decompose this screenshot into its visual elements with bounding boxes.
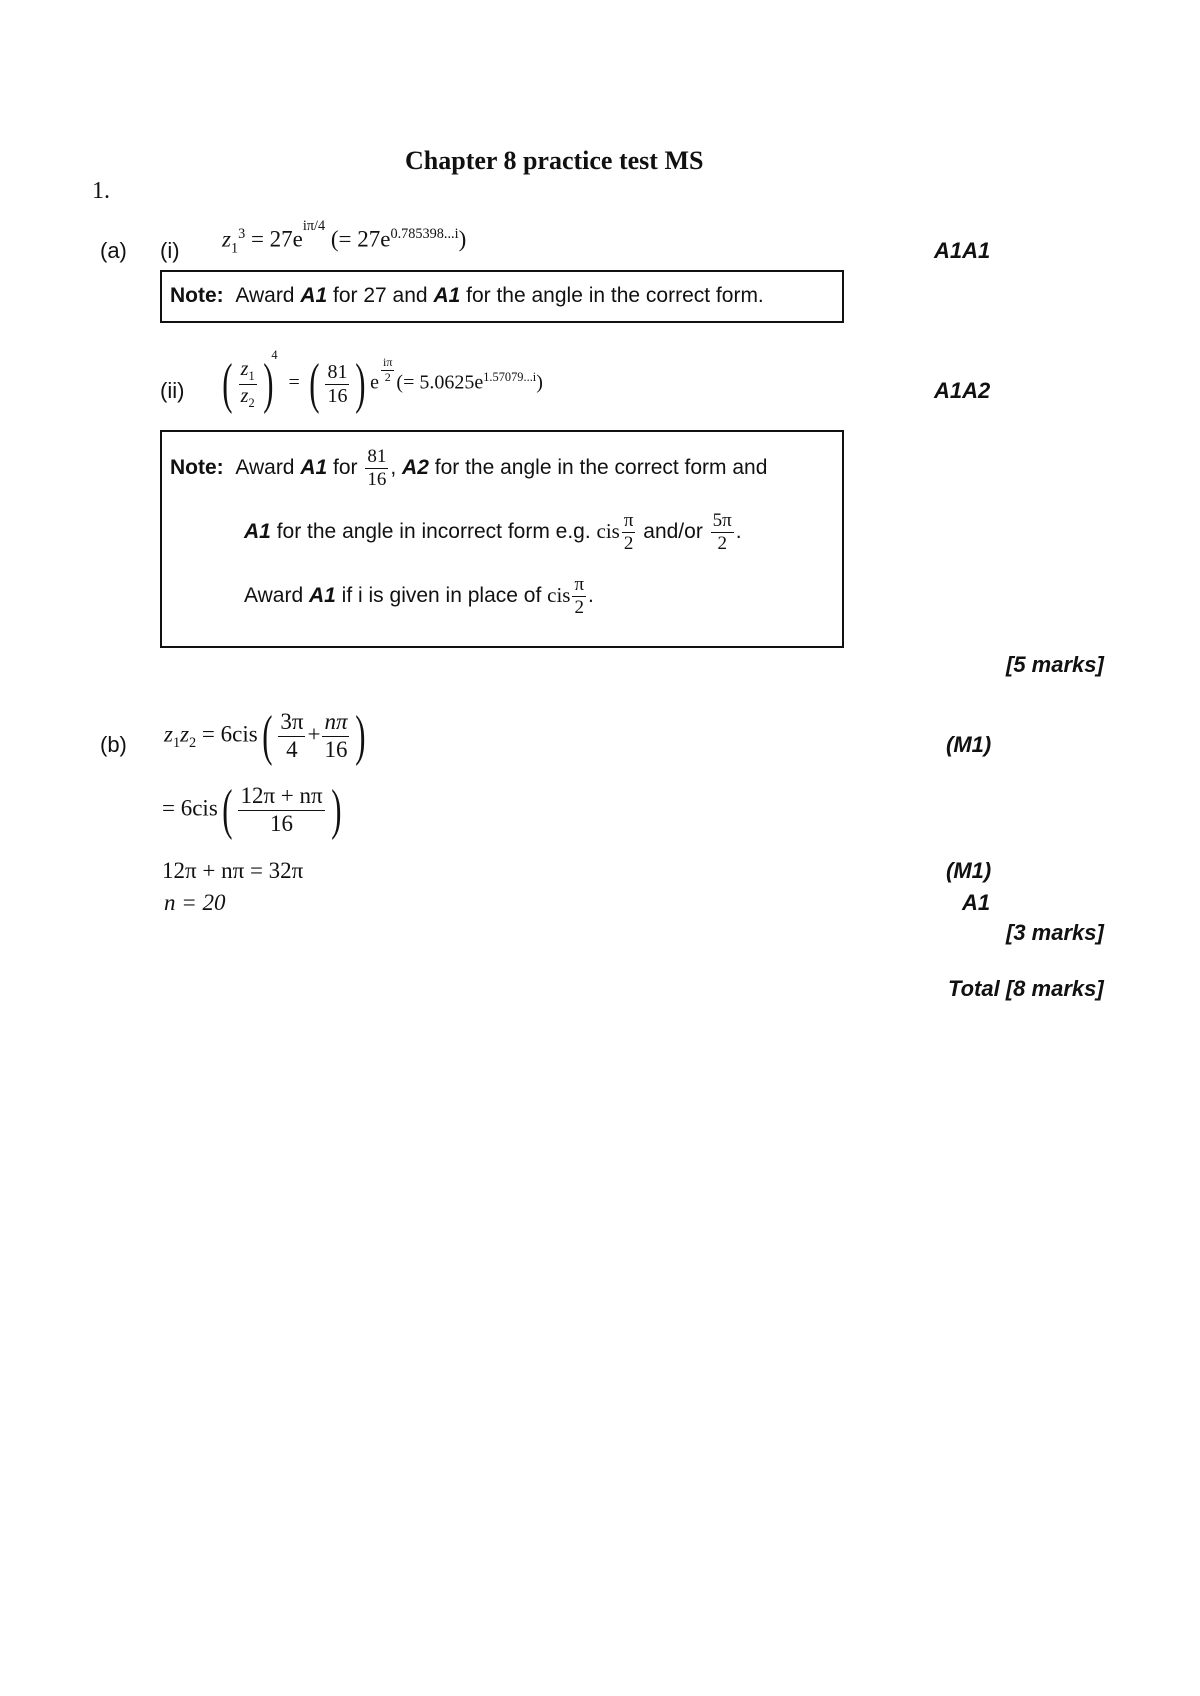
note-a1: A1 — [300, 284, 328, 307]
e: e — [370, 371, 379, 394]
b-z2-sub: 2 — [189, 734, 197, 751]
part-a-ii-marks: A1A2 — [934, 378, 991, 403]
alt-post-ii: ) — [536, 371, 543, 394]
eq-sign: = — [288, 371, 300, 394]
l3-cis: cis — [547, 582, 571, 607]
note-a-ii-line1 — [170, 446, 767, 491]
l2-dot: . — [735, 519, 742, 543]
l1-a1: A1 — [300, 455, 328, 479]
part-a-i-equation — [222, 218, 467, 257]
alt-pre: (= 27e — [325, 226, 391, 252]
part-a-ii-equation: ( $\frac{z_1}{z_2}$ )$^4$ = ( $\frac{81}{16}$ ) e $\frac{i\pi}{2}$ (= $5.0625e^{1.57079...i}$) — [222, 347, 543, 415]
part-b-line4-marks: A1 — [962, 890, 991, 915]
z1: z — [240, 358, 249, 381]
note-text-1: Award — [235, 284, 301, 307]
alt-post: ) — [458, 226, 467, 252]
part-b-line1: $z_1z_2 = 6cis$( $\frac{3\pi}{4}$ + $\frac{n\pi}{16}$ ) — [164, 705, 366, 767]
l1-rest: for the angle in the correct form and — [428, 455, 768, 479]
eq-27e: = 27e — [245, 226, 303, 252]
part-b-total: [3 marks] — [1006, 920, 1104, 945]
part-a-label: (a) — [100, 238, 127, 263]
z1-var: z — [222, 226, 231, 252]
frac-81-16: $\frac{81}{16}$ — [327, 360, 348, 407]
l3-a1: A1 — [308, 583, 336, 607]
note-text-2: for 27 and — [327, 284, 434, 307]
z1-pow: 3 — [238, 226, 246, 242]
z1-over-z2 — [239, 358, 257, 410]
part-b-line3: 12π + nπ = 32π — [162, 858, 304, 883]
note-label: Note: — [170, 284, 224, 307]
note-label-ii: Note: — [170, 455, 224, 479]
l3-award: Award — [244, 583, 309, 607]
exp-ipi4: iπ/4 — [302, 218, 326, 234]
note-text-3: for the angle in the correct form. — [460, 284, 764, 307]
power-4: 4 — [271, 347, 278, 362]
part-b-label: (b) — [100, 732, 127, 757]
part-a-total: [5 marks] — [1006, 652, 1104, 677]
note-a-ii-line2 — [244, 510, 742, 555]
part-b-line2: = 6cis( $\frac{12\pi + n\pi}{16}$ ) — [162, 779, 342, 841]
exp-ipi2: $\frac{i\pi}{2}$ — [383, 354, 393, 384]
part-b-line3-marks: (M1) — [946, 858, 992, 883]
alt-exp-ii: 1.57079...i — [483, 369, 537, 384]
z2-sub: 2 — [248, 395, 255, 410]
b2-eq-6cis: = 6cis — [162, 795, 218, 821]
part-b-line1-marks: (M1) — [946, 732, 992, 757]
z1-sub: 1 — [230, 240, 239, 257]
b2-frac: $\frac{12\pi + n\pi}{16}$ — [240, 783, 323, 836]
b-plus: + — [307, 721, 321, 747]
b-z2: z — [180, 721, 190, 747]
l3-rest: if i is given in place of — [335, 583, 548, 607]
l1-frac: $\frac{81}{16}$ — [367, 446, 387, 490]
grand-total: Total [8 marks] — [948, 976, 1104, 1001]
l1-for: for — [327, 455, 364, 479]
part-b-line4: n = 20 — [164, 890, 226, 915]
b-frac-npi16: $\frac{n\pi}{16}$ — [324, 709, 348, 762]
l2-andor: and/or — [637, 519, 709, 543]
part-a-i-marks: A1A1 — [934, 238, 991, 263]
b-z1-sub: 1 — [172, 734, 181, 751]
z1-sub2: 1 — [248, 369, 255, 384]
question-number: 1. — [92, 178, 110, 204]
l2-frac-5pi2: $\frac{5\pi}{2}$ — [712, 510, 732, 554]
part-a-ii-label: (ii) — [160, 378, 185, 403]
b-eq-6cis: = 6cis — [196, 721, 258, 747]
b-z1: z — [164, 721, 173, 747]
b-frac-3pi4: $\frac{3\pi}{4}$ — [280, 709, 304, 762]
note-a-i-text — [170, 284, 764, 308]
z2: z — [240, 384, 249, 407]
l3-frac-pi2: $\frac{\pi}{2}$ — [574, 574, 585, 618]
l1-award: Award — [235, 455, 301, 479]
l2-cis: cis — [596, 518, 620, 543]
page-title: Chapter 8 practice test MS — [405, 146, 704, 175]
l2-a1: A1 — [244, 519, 271, 543]
l2-rest: for the angle in incorrect form e.g. — [270, 519, 597, 543]
l2-frac-pi2: $\frac{\pi}{2}$ — [623, 510, 634, 554]
note-a1b: A1 — [433, 284, 461, 307]
l3-dot: . — [588, 583, 594, 607]
note-box-a-ii — [160, 430, 844, 648]
l1-a2: A2 — [402, 455, 429, 479]
note-a-ii-line3 — [244, 574, 594, 619]
l1-comma: , — [390, 455, 403, 479]
note-box-a-i — [160, 270, 844, 323]
alt-pre-ii: (= 5.0625e — [396, 371, 484, 394]
part-a-i-label: (i) — [160, 238, 180, 263]
alt-exp: 0.785398...i — [390, 226, 459, 242]
